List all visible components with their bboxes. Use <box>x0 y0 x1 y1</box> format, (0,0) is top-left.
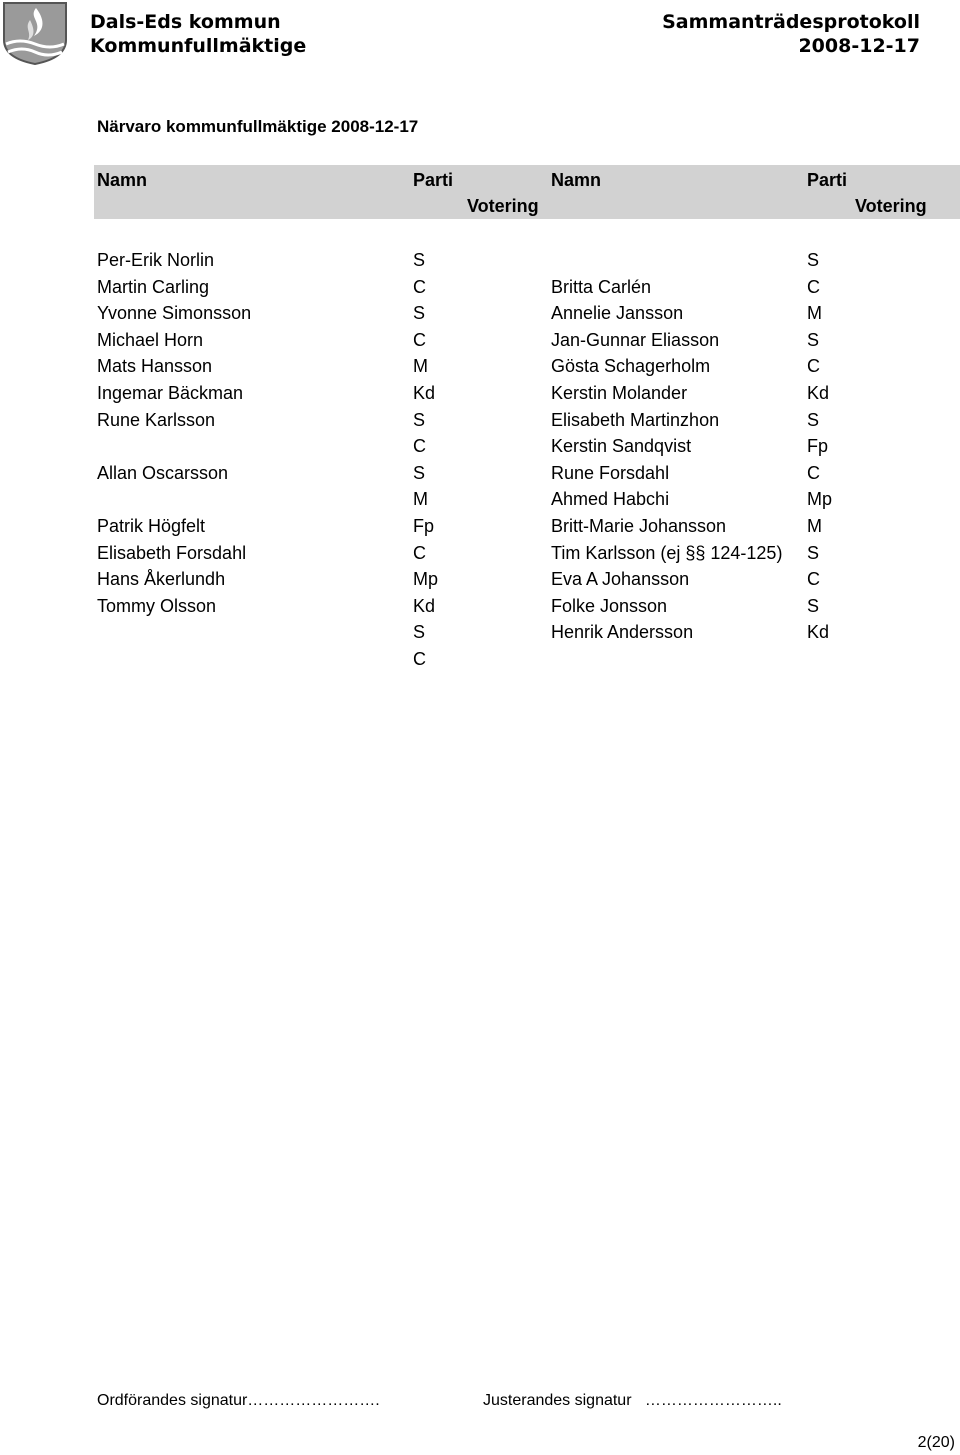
chair-signature-line: Ordförandes signatur……………………. <box>97 1392 380 1409</box>
table-row <box>0 274 960 301</box>
attendance-table-body <box>0 247 960 673</box>
party-right: S <box>807 250 820 270</box>
member-name-left: Michael Horn <box>97 329 204 350</box>
column-header-parti-right: Parti <box>807 170 848 190</box>
table-row <box>0 353 960 380</box>
header-left <box>90 10 306 58</box>
member-name-right: Tim Karlsson (ej §§ 124-125) <box>551 542 783 563</box>
table-row <box>0 566 960 593</box>
party-right: Kd <box>807 382 830 403</box>
party-right: C <box>807 462 820 483</box>
table-row <box>0 300 960 327</box>
meeting-date: 2008-12-17 <box>798 35 920 57</box>
member-name-left: Elisabeth Forsdahl <box>97 542 247 563</box>
page-title: Närvaro kommunfullmäktige 2008-12-17 <box>97 117 419 136</box>
member-name-right: Annelie Jansson <box>551 303 684 324</box>
party-right: S <box>807 329 820 350</box>
table-row <box>0 407 960 434</box>
page-number: 2(20) <box>917 1434 955 1451</box>
column-header-votering-left: Votering <box>467 196 539 216</box>
table-row <box>0 593 960 620</box>
party-left: S <box>413 409 426 430</box>
party-right: M <box>807 515 822 536</box>
party-left: S <box>413 250 426 270</box>
table-row <box>0 486 960 513</box>
member-name-left: Martin Carling <box>97 276 210 297</box>
table-row <box>0 619 960 646</box>
party-left: M <box>413 489 428 510</box>
member-name-right: Folke Jonsson <box>551 595 668 616</box>
party-right: Kd <box>807 622 830 643</box>
member-name-right: Britta Carlén <box>551 276 652 297</box>
coat-of-arms-logo-icon <box>0 0 70 66</box>
party-left: Mp <box>413 569 439 590</box>
member-name-left: Patrik Högfelt <box>97 515 206 536</box>
member-name-right: Eva A Johansson <box>551 569 690 590</box>
member-name-left: Ingemar Bäckman <box>97 382 244 403</box>
council-name: Kommunfullmäktige <box>90 35 307 57</box>
table-row <box>0 327 960 354</box>
party-right: C <box>807 356 820 377</box>
table-row <box>0 433 960 460</box>
member-name-right: Britt-Marie Johansson <box>551 515 727 536</box>
party-left: S <box>413 303 426 324</box>
party-left: C <box>413 542 426 563</box>
member-name-right: Ahmed Habchi <box>551 489 670 510</box>
member-name-left: Hans Åkerlundh <box>97 569 226 590</box>
table-row <box>0 513 960 540</box>
member-name-right: Rune Forsdahl <box>551 462 670 483</box>
member-name-right: Jan-Gunnar Eliasson <box>551 329 720 350</box>
party-right: C <box>807 569 820 590</box>
table-row <box>0 646 960 673</box>
member-name-left: Per-Erik Norlin <box>97 250 215 270</box>
party-left: S <box>413 622 426 643</box>
member-name-left: Mats Hansson <box>97 356 213 377</box>
table-row <box>0 460 960 487</box>
party-left: Kd <box>413 595 436 616</box>
party-right: M <box>807 303 822 324</box>
column-header-namn-right: Namn <box>551 170 602 190</box>
party-right: S <box>807 542 820 563</box>
table-header <box>94 165 960 219</box>
member-name-right: Gösta Schagerholm <box>551 356 711 377</box>
member-name-right: Elisabeth Martinzhon <box>551 409 720 430</box>
adjuster-signature-line: Justerandes signatur …………………….. <box>483 1392 782 1409</box>
column-header-namn-left: Namn <box>97 170 148 190</box>
header-right <box>662 10 920 58</box>
party-right: S <box>807 595 820 616</box>
party-left: C <box>413 276 426 297</box>
table-row <box>0 540 960 567</box>
party-right: S <box>807 409 820 430</box>
table-row <box>0 247 960 274</box>
member-name-right: Henrik Andersson <box>551 622 694 643</box>
party-left: S <box>413 462 426 483</box>
party-right: Fp <box>807 436 829 457</box>
member-name-right: Kerstin Molander <box>551 382 688 403</box>
member-name-left: Tommy Olsson <box>97 595 217 616</box>
party-right: C <box>807 276 820 297</box>
municipality-name: Dals-Eds kommun <box>90 11 281 33</box>
document-type: Sammanträdesprotokoll <box>662 11 920 33</box>
member-name-left: Yvonne Simonsson <box>97 303 252 324</box>
party-left: C <box>413 329 426 350</box>
party-left: M <box>413 356 428 377</box>
member-name-left: Rune Karlsson <box>97 409 216 430</box>
party-left: Kd <box>413 382 436 403</box>
party-left: C <box>413 436 426 457</box>
table-row <box>0 380 960 407</box>
member-name-right: Kerstin Sandqvist <box>551 436 692 457</box>
party-left: Fp <box>413 515 435 536</box>
party-left: C <box>413 648 426 669</box>
column-header-votering-right: Votering <box>855 196 927 216</box>
column-header-parti-left: Parti <box>413 170 454 190</box>
party-right: Mp <box>807 489 833 510</box>
member-name-left: Allan Oscarsson <box>97 462 229 483</box>
